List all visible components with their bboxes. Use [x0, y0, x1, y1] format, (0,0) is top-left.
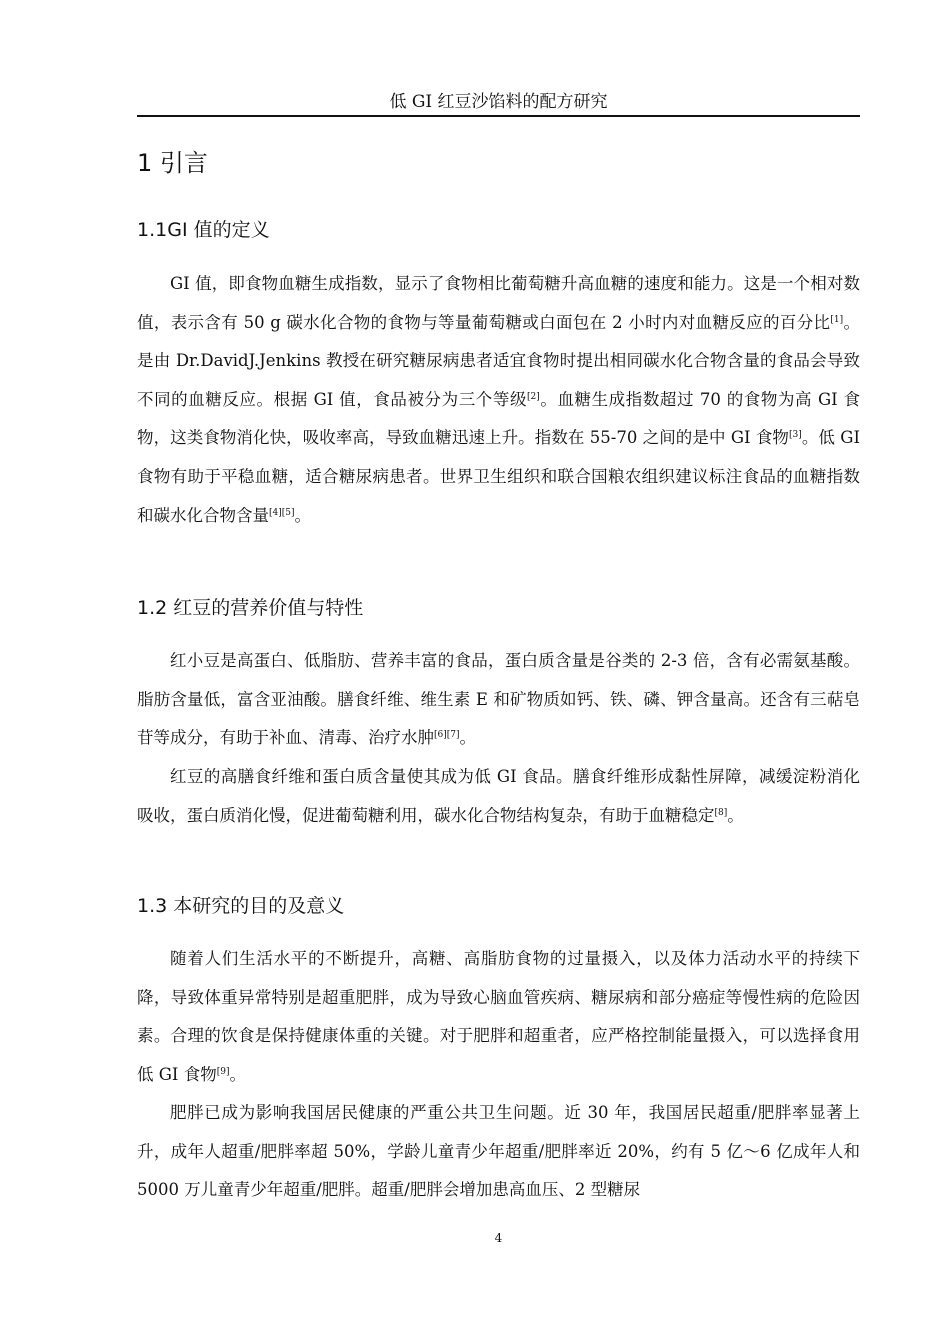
section-heading-1-2: 1.2 红豆的营养价值与特性: [137, 597, 364, 619]
paragraph-text: 。低 GI 食物有助于平稳血糖，适合糖尿病患者。世界卫生组织和联合国粮农组织建议标注食品的血糖指数和碳水化合物含量: [137, 428, 860, 525]
paragraph-text: 随着人们生活水平的不断提升，高糖、高脂肪食物的过量摄入，以及体力活动水平的持续下降，导致体重异常特别是超重肥胖，成为导致心脑血管疾病、糖尿病和部分癌症等慢性病的危险因素。合理的饮食是保持健康体重的关键。对于肥胖和超重者，应严格控制能量摄入，可以选择食用低 GI 食物: [137, 949, 860, 1084]
paragraph-text: 。: [229, 1064, 246, 1084]
paragraph-red-bean-low-gi: [137, 758, 860, 835]
paragraph-obesity-problem: [137, 1094, 860, 1210]
paragraph-text: 红小豆是高蛋白、低脂肪、营养丰富的食品，蛋白质含量是谷类的 2-3 倍，含有必需氨基酸。脂肪含量低，富含亚油酸。膳食纤维、维生素 E 和矿物质如钙、铁、磷、钾含量高。还含有三萜皂苷等成分，有助于补血、清毒、治疗水肿: [137, 651, 860, 748]
paragraph-text: 肥胖已成为影响我国居民健康的严重公共卫生问题。近 30 年，我国居民超重/肥胖率显著上升，成年人超重/肥胖率超 50%，学龄儿童青少年超重/肥胖率近 20%，约有 5 亿～6 亿成年人和 5000 万儿童青少年超重/肥胖。超重/肥胖会增加患高血压、2 型糖尿: [137, 1103, 860, 1200]
citation-ref: [9]: [216, 1066, 230, 1077]
paragraph-gi-definition: [137, 265, 860, 535]
paragraph-study-purpose: [137, 940, 860, 1094]
citation-ref: [2]: [527, 391, 540, 402]
citation-ref: [4][5]: [269, 507, 295, 518]
citation-ref: [8]: [714, 807, 728, 818]
running-header: 低 GI 红豆沙馅料的配方研究: [389, 92, 608, 112]
citation-ref: [1]: [830, 314, 844, 325]
paragraph-text: 。: [727, 805, 744, 825]
header-rule: [137, 115, 860, 117]
paragraph-text: 。: [459, 728, 476, 748]
page-number: 4: [494, 1231, 503, 1245]
section-heading-1-3: 1.3 本研究的目的及意义: [137, 895, 345, 917]
paragraph-red-bean-nutrition: [137, 642, 860, 758]
citation-ref: [6][7]: [434, 730, 460, 741]
paragraph-text: 。: [294, 505, 311, 525]
paragraph-text: 红豆的高膳食纤维和蛋白质含量使其成为低 GI 食品。膳食纤维形成黏性屏障，减缓淀粉消化吸收，蛋白质消化慢，促进葡萄糖利用，碳水化合物结构复杂，有助于血糖稳定: [137, 767, 860, 825]
paragraph-text: 。是由 Dr.DavidJ.Jenkins 教授在研究糖尿病患者适宜食物时提出相同碳水化合物含量的食品会导致不同的血糖反应。根据 GI 值，食品被分为三个等级: [137, 312, 861, 409]
section-heading-1-1: 1.1GI 值的定义: [137, 219, 270, 241]
paragraph-text: GI 值，即食物血糖生成指数，显示了食物相比葡萄糖升高血糖的速度和能力。这是一个相对数值，表示含有 50 g 碳水化合物的食物与等量葡萄糖或白面包在 2 小时内对血糖反应的百分比: [137, 274, 860, 332]
paragraph-text: 。血糖生成指数超过 70 的食物为高 GI 食物，这类食物消化快，吸收率高，导致血糖迅速上升。指数在 55-70 之间的是中 GI 食物: [137, 389, 860, 448]
citation-ref: [3]: [789, 430, 802, 441]
chapter-title: 1 引言: [137, 149, 208, 177]
